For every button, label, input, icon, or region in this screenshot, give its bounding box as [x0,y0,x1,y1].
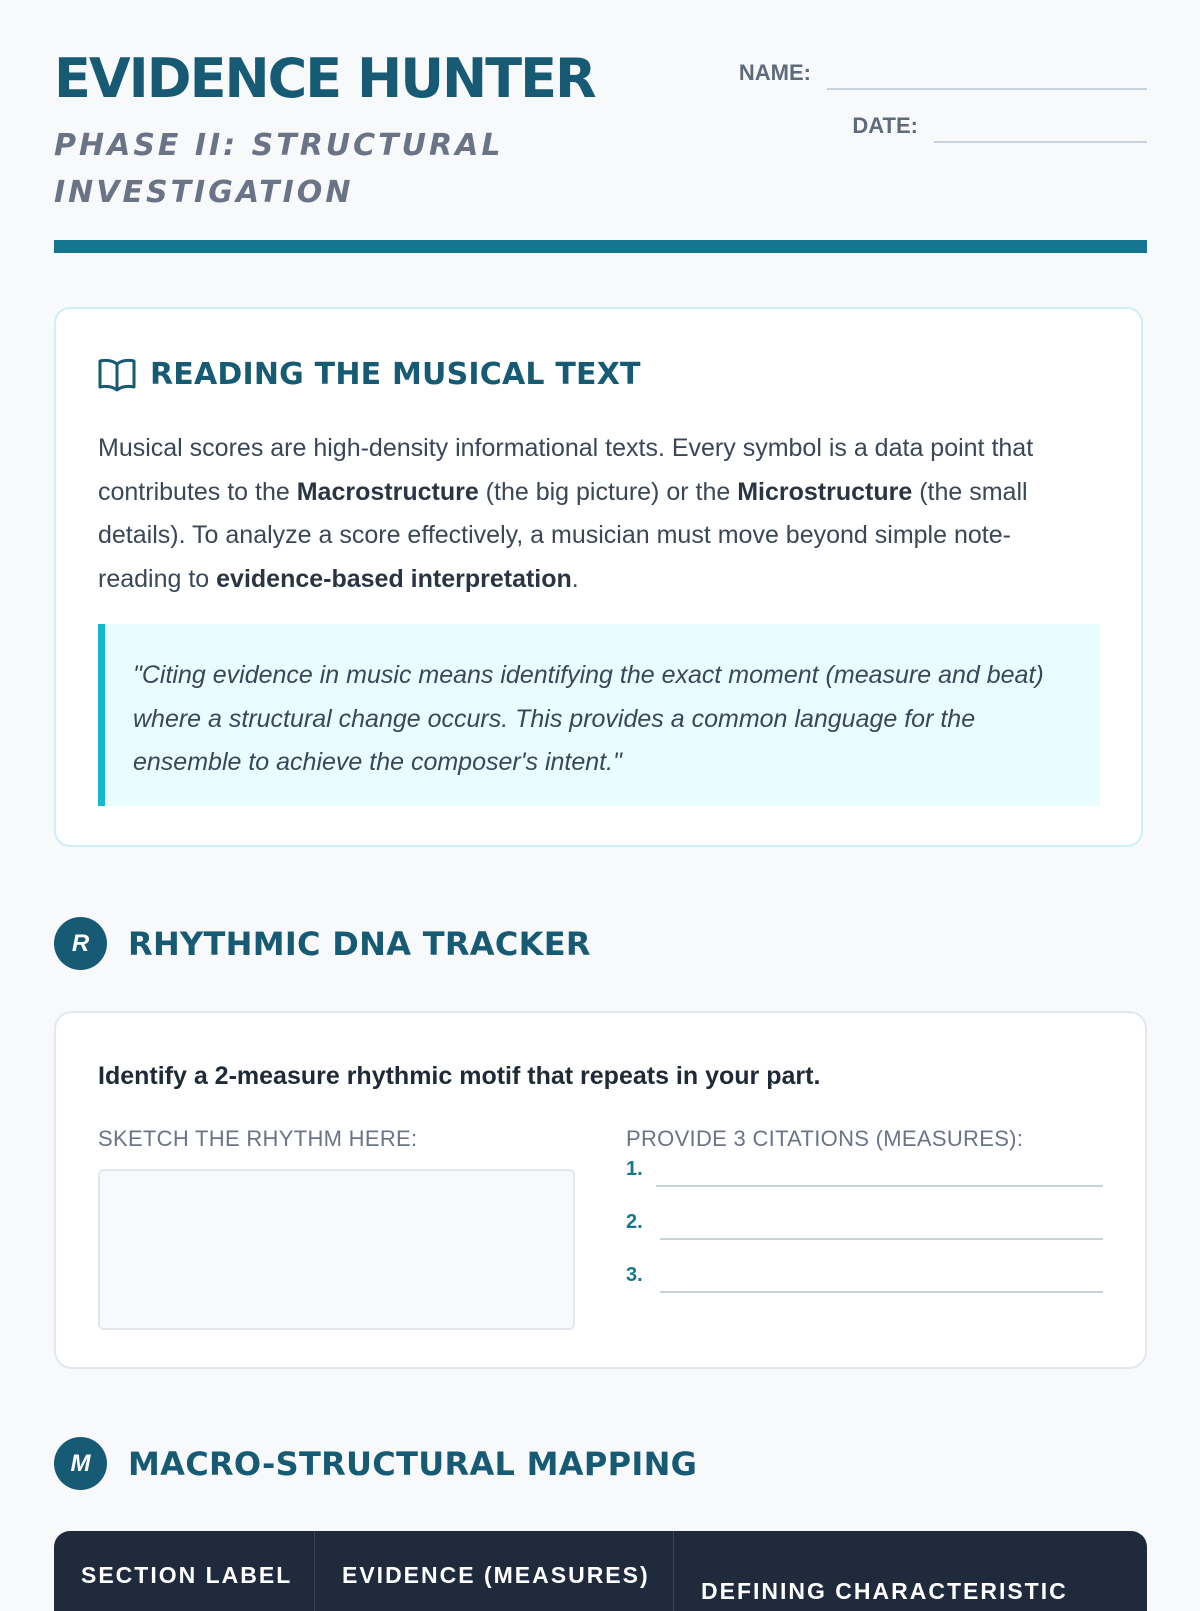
term-macrostructure: Macrostructure [296,477,479,506]
evidence-quote: "Citing evidence in music means identifying the exact moment (measure and beat) where a structural change occurs. This provides a common language for the ensemble to achieve the composer's intent." [98,624,1100,806]
term-microstructure: Microstructure [737,477,913,506]
citation-number: 2. [626,1211,643,1233]
intro-text-part-3: (the small details). To analyze a score effectively, a musician must move beyond simple note-reading to [98,477,1028,593]
header [54,0,1147,245]
citations-label: PROVIDE 3 CITATIONS (MEASURES): [626,1126,1024,1151]
sketch-label: SKETCH THE RHYTHM HERE: [98,1126,418,1151]
term-evidence-based: evidence-based interpretation [216,564,572,593]
intro-text-part-2: (the big picture) or the [478,477,738,506]
date-label: DATE: [852,113,918,138]
intro-text-part-4: . [571,564,579,593]
name-input-line[interactable] [827,58,1147,90]
macro-section-heading [54,1437,697,1490]
intro-text-part-1: Musical scores are high-density informational texts. Every symbol is a data point that contributes to the [98,434,1034,506]
citation-input-1[interactable] [656,1155,1103,1187]
citation-row-3 [626,1261,1103,1293]
rhythm-prompt: Identify a 2-measure rhythmic motif that repeats in your part. [98,1062,821,1090]
rhythm-card [54,1011,1147,1369]
rhythm-section-heading [54,917,591,970]
rhythm-section-badge: R [54,917,107,970]
column-header-defining-characteristic: DEFINING CHARACTERISTIC [673,1531,1147,1611]
intro-heading [98,357,641,392]
name-field [739,58,1147,90]
citation-number: 1. [626,1158,643,1180]
macro-section-title: MACRO-STRUCTURAL MAPPING [128,1444,698,1483]
book-open-icon [98,358,136,392]
citation-input-3[interactable] [660,1261,1103,1293]
date-field [852,111,1147,143]
citation-input-2[interactable] [660,1208,1103,1240]
intro-card [54,307,1143,847]
rhythm-section-title: RHYTHMIC DNA TRACKER [128,924,591,963]
intro-title: READING THE MUSICAL TEXT [150,357,641,392]
column-header-section-label: SECTION LABEL [81,1562,293,1588]
citation-row-2 [626,1208,1103,1240]
intro-paragraph [98,427,1078,601]
citation-number: 3. [626,1264,643,1286]
page-subtitle: PHASE II: STRUCTURAL INVESTIGATION [54,128,504,210]
citation-row-1 [626,1155,1103,1187]
date-input-line[interactable] [934,111,1147,143]
rhythm-sketch-area[interactable] [98,1169,575,1330]
header-divider [54,240,1147,253]
name-label: NAME: [738,60,811,85]
worksheet-page [54,0,1147,1604]
macro-section-badge: M [54,1437,107,1490]
page-title: EVIDENCE HUNTER [54,47,595,110]
mapping-table-header [54,1531,1147,1611]
column-header-evidence: EVIDENCE (MEASURES) [314,1531,673,1611]
